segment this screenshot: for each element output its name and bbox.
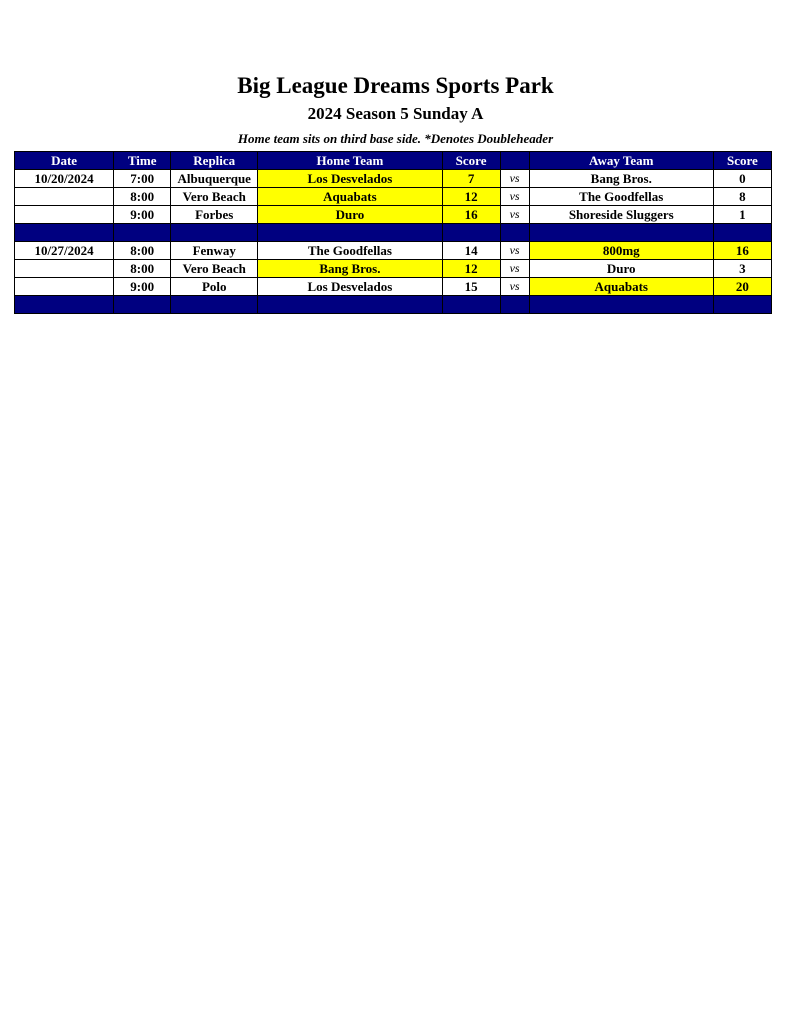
time-cell: 7:00: [114, 170, 171, 188]
away-team-cell: 800mg: [529, 242, 713, 260]
time-cell: 8:00: [114, 260, 171, 278]
away-score-cell: 3: [713, 260, 771, 278]
away-team-cell: Shoreside Sluggers: [529, 206, 713, 224]
away-score-cell: 16: [713, 242, 771, 260]
time-cell: 9:00: [114, 278, 171, 296]
separator-cell: [171, 296, 258, 314]
separator-cell: [500, 224, 529, 242]
col-header-home-score: Score: [442, 152, 500, 170]
game-row: [15, 278, 772, 296]
date-cell: [15, 260, 114, 278]
replica-cell: Polo: [171, 278, 258, 296]
separator-cell: [529, 224, 713, 242]
separator-cell: [171, 224, 258, 242]
home-team-cell: Duro: [258, 206, 442, 224]
vs-cell: vs: [500, 170, 529, 188]
away-score-cell: 1: [713, 206, 771, 224]
replica-cell: Fenway: [171, 242, 258, 260]
vs-cell: vs: [500, 242, 529, 260]
game-row: [15, 260, 772, 278]
separator-cell: [500, 296, 529, 314]
date-cell: [15, 278, 114, 296]
col-header-replica: Replica: [171, 152, 258, 170]
schedule-table: [14, 151, 772, 314]
replica-cell: Vero Beach: [171, 260, 258, 278]
away-score-cell: 20: [713, 278, 771, 296]
home-score-cell: 12: [442, 188, 500, 206]
separator-cell: [529, 296, 713, 314]
home-team-cell: The Goodfellas: [258, 242, 442, 260]
separator-cell: [114, 224, 171, 242]
col-header-date: Date: [15, 152, 114, 170]
home-score-cell: 15: [442, 278, 500, 296]
separator-cell: [114, 296, 171, 314]
season-subtitle: 2024 Season 5 Sunday A: [307, 104, 484, 123]
week-separator-row: [15, 224, 772, 242]
home-score-cell: 7: [442, 170, 500, 188]
col-header-time: Time: [114, 152, 171, 170]
separator-cell: [15, 296, 114, 314]
separator-cell: [15, 224, 114, 242]
vs-cell: vs: [500, 206, 529, 224]
home-team-cell: Los Desvelados: [258, 170, 442, 188]
separator-cell: [713, 296, 771, 314]
date-cell: [15, 188, 114, 206]
home-team-cell: Los Desvelados: [258, 278, 442, 296]
game-row: [15, 206, 772, 224]
week-separator-row: [15, 296, 772, 314]
separator-cell: [442, 296, 500, 314]
away-team-cell: Duro: [529, 260, 713, 278]
home-score-cell: 14: [442, 242, 500, 260]
game-row: [15, 170, 772, 188]
away-score-cell: 0: [713, 170, 771, 188]
game-row: [15, 242, 772, 260]
date-cell: 10/27/2024: [15, 242, 114, 260]
separator-cell: [713, 224, 771, 242]
vs-cell: vs: [500, 260, 529, 278]
time-cell: 8:00: [114, 242, 171, 260]
time-cell: 9:00: [114, 206, 171, 224]
header-row: [15, 152, 772, 170]
home-score-cell: 12: [442, 260, 500, 278]
home-score-cell: 16: [442, 206, 500, 224]
col-header-away-score: Score: [713, 152, 771, 170]
away-team-cell: Bang Bros.: [529, 170, 713, 188]
replica-cell: Albuquerque: [171, 170, 258, 188]
away-team-cell: Aquabats: [529, 278, 713, 296]
replica-cell: Vero Beach: [171, 188, 258, 206]
schedule-body: [15, 170, 772, 314]
page-title: Big League Dreams Sports Park: [237, 73, 554, 98]
home-team-cell: Bang Bros.: [258, 260, 442, 278]
vs-cell: vs: [500, 188, 529, 206]
time-cell: 8:00: [114, 188, 171, 206]
separator-cell: [258, 296, 442, 314]
vs-cell: vs: [500, 278, 529, 296]
away-score-cell: 8: [713, 188, 771, 206]
home-team-cell: Aquabats: [258, 188, 442, 206]
col-header-away-team: Away Team: [529, 152, 713, 170]
date-cell: [15, 206, 114, 224]
away-team-cell: The Goodfellas: [529, 188, 713, 206]
separator-cell: [442, 224, 500, 242]
separator-cell: [258, 224, 442, 242]
home-team-note: Home team sits on third base side. *Denotes Doubleheader: [237, 131, 554, 146]
replica-cell: Forbes: [171, 206, 258, 224]
date-cell: 10/20/2024: [15, 170, 114, 188]
game-row: [15, 188, 772, 206]
col-header-vs: [500, 152, 529, 170]
col-header-home-team: Home Team: [258, 152, 442, 170]
